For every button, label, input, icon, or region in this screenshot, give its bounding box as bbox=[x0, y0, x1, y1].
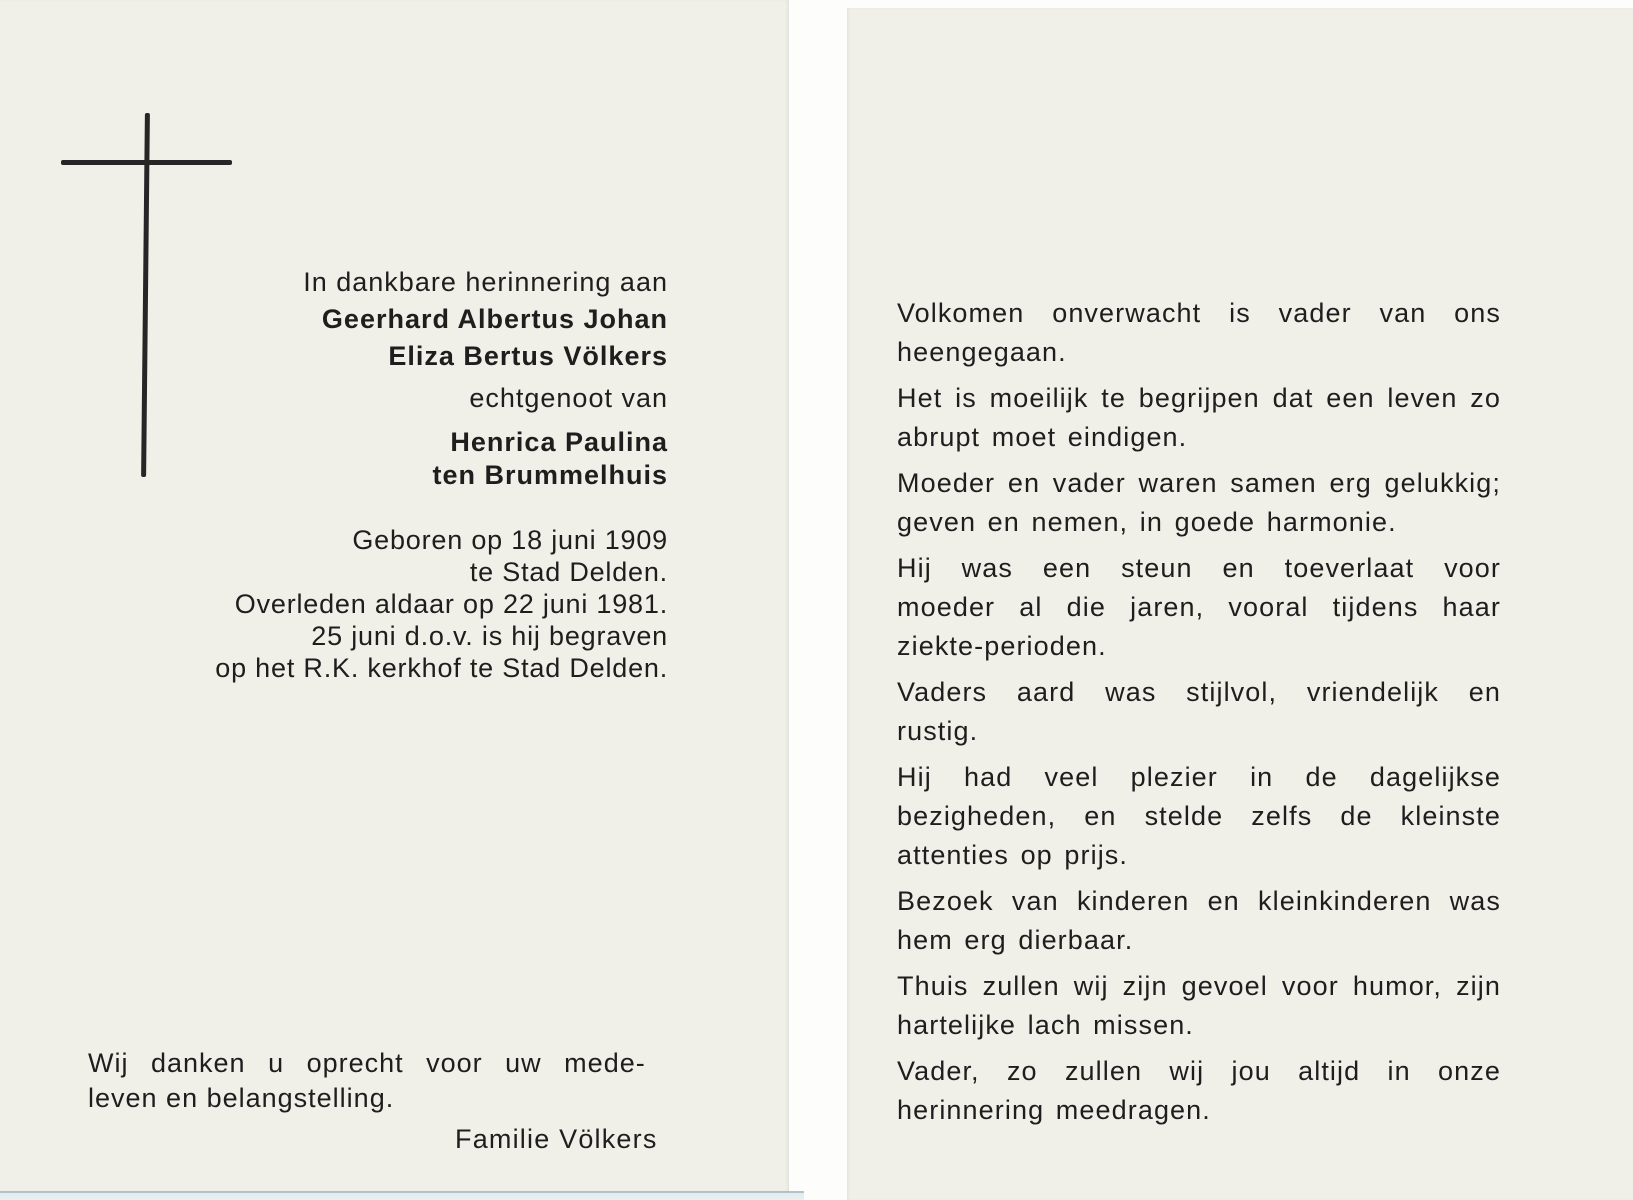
spouse-name-line-2: ten Brummelhuis bbox=[432, 460, 668, 490]
scanner-top-gap bbox=[847, 0, 1633, 8]
birth-place-line: te Stad Delden. bbox=[469, 557, 668, 587]
thanks-line-1: Wij danken u oprecht voor uw mede- bbox=[88, 1048, 646, 1078]
eulogy-paragraph: Het is moeilijk te begrijpen dat een leven zo abrupt moet eindigen. bbox=[897, 383, 1501, 452]
deceased-name-line-1: Geerhard Albertus Johan bbox=[321, 304, 668, 334]
eulogy-paragraph: Thuis zullen wij zijn gevoel voor humor, zijn hartelijke lach missen. bbox=[897, 971, 1501, 1040]
spouse-name-line-1: Henrica Paulina bbox=[450, 427, 668, 457]
cross-bar bbox=[61, 160, 232, 165]
deceased-name-line-2: Eliza Bertus Völkers bbox=[388, 341, 668, 371]
spouse-intro: echtgenoot van bbox=[469, 383, 668, 413]
dedication-line: In dankbare herinnering aan bbox=[303, 267, 668, 297]
memorial-dedication-block bbox=[303, 264, 668, 492]
birth-date-line: Geboren op 18 juni 1909 bbox=[352, 525, 668, 555]
eulogy-paragraph: Volkomen onverwacht is vader van ons heengegaan. bbox=[897, 298, 1501, 367]
burial-date-line: 25 juni d.o.v. is hij begraven bbox=[311, 621, 668, 651]
eulogy-paragraph: Hij was een steun en toeverlaat voor moeder al die jaren, vooral tijdens haar ziekte-perioden. bbox=[897, 553, 1501, 661]
memorial-card-right-page bbox=[847, 8, 1633, 1200]
eulogy-paragraph: Moeder en vader waren samen erg gelukkig; geven en nemen, in goede harmonie. bbox=[897, 468, 1501, 537]
family-signature: Familie Völkers bbox=[455, 1124, 658, 1154]
eulogy-paragraph: Bezoek van kinderen en kleinkinderen was hem erg dierbaar. bbox=[897, 886, 1501, 955]
burial-place-line: op het R.K. kerkhof te Stad Delden. bbox=[215, 653, 668, 683]
cross-stem bbox=[141, 113, 150, 477]
eulogy-paragraph: Vaders aard was stijlvol, vriendelijk en rustig. bbox=[897, 677, 1501, 746]
life-dates-block bbox=[215, 524, 668, 684]
memorial-card-left-page bbox=[0, 0, 789, 1192]
thanks-block bbox=[88, 1046, 678, 1116]
thanks-line-2: leven en belangstelling. bbox=[88, 1083, 395, 1113]
scanner-edge-artifact bbox=[0, 1191, 804, 1200]
eulogy-text-block bbox=[897, 294, 1501, 1137]
eulogy-paragraph: Hij had veel plezier in de dagelijkse bezigheden, en stelde zelfs de kleinste attenties op prijs. bbox=[897, 762, 1501, 870]
death-date-line: Overleden aldaar op 22 juni 1981. bbox=[234, 589, 668, 619]
eulogy-paragraph: Vader, zo zullen wij jou altijd in onze herinnering meedragen. bbox=[897, 1056, 1501, 1125]
